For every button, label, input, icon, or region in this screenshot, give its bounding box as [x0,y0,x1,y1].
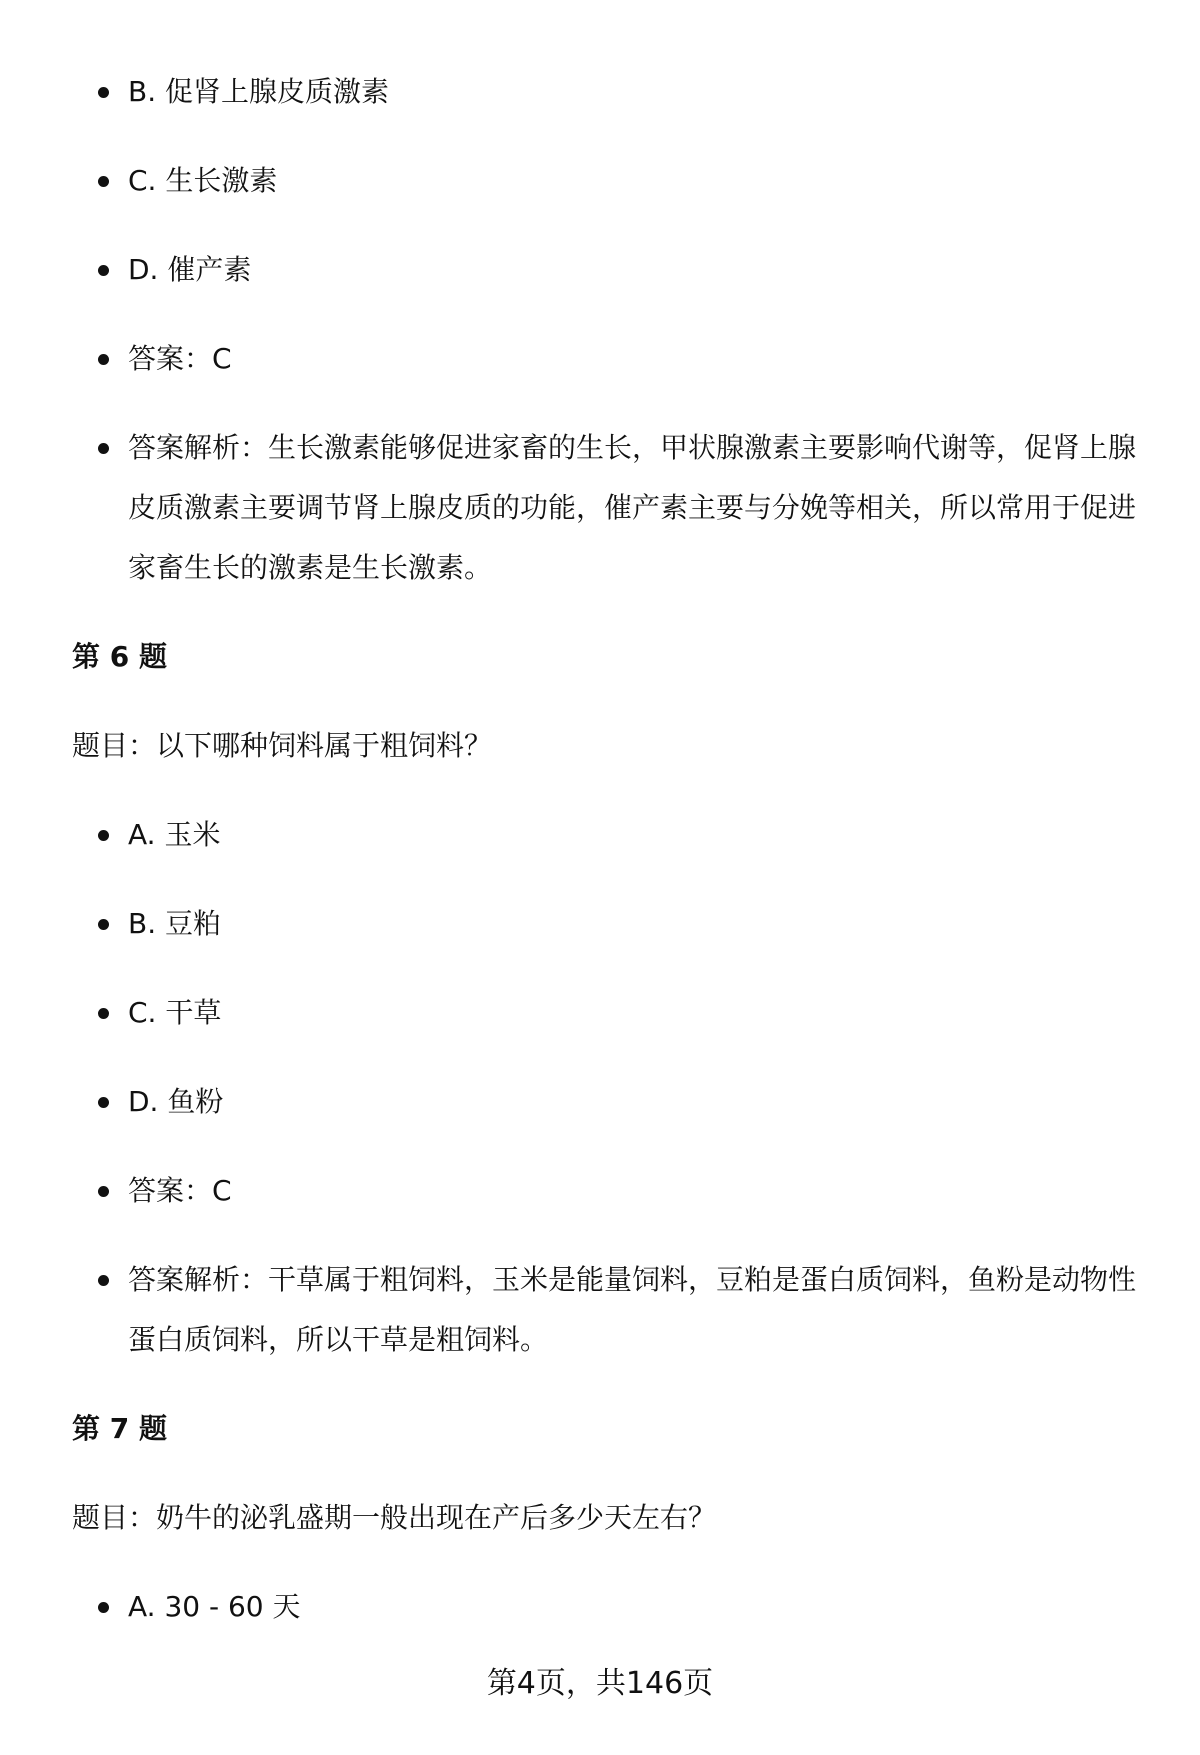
question-heading: 第 7 题 [72,1412,167,1445]
question-heading: 第 6 题 [72,640,167,673]
q7-options-list [72,1577,1144,1637]
explanation-item: 答案解析：生长激素能够促进家畜的生长，甲状腺激素主要影响代谢等，促肾上腺皮质激素主要调节肾上腺皮质的功能，催产素主要与分娩等相关，所以常用于促进家畜生长的激素是生长激素。 [72,418,1144,598]
option-item: C. 干草 [72,983,1144,1043]
question-stem: 题目：以下哪种饲料属于粗饲料？ [72,729,493,762]
page-content [72,62,1144,1666]
option-item: D. 催产素 [72,240,1144,300]
explanation-item: 答案解析：干草属于粗饲料，玉米是能量饲料，豆粕是蛋白质饲料，鱼粉是动物性蛋白质饲料，所以干草是粗饲料。 [72,1250,1144,1370]
option-item: A. 玉米 [72,805,1144,865]
question-stem: 题目：奶牛的泌乳盛期一般出现在产后多少天左右？ [72,1501,717,1534]
option-item: B. 促肾上腺皮质激素 [72,62,1144,122]
page-footer: 第4页，共146页 [486,1666,714,1701]
option-item: C. 生长激素 [72,151,1144,211]
option-item: A. 30 - 60 天 [72,1577,1144,1637]
q6-options-list [72,805,1144,1370]
option-item: B. 豆粕 [72,894,1144,954]
option-item: D. 鱼粉 [72,1072,1144,1132]
answer-item: 答案：C [72,1161,1144,1221]
answer-item: 答案：C [72,329,1144,389]
q5-options-list [72,62,1144,598]
